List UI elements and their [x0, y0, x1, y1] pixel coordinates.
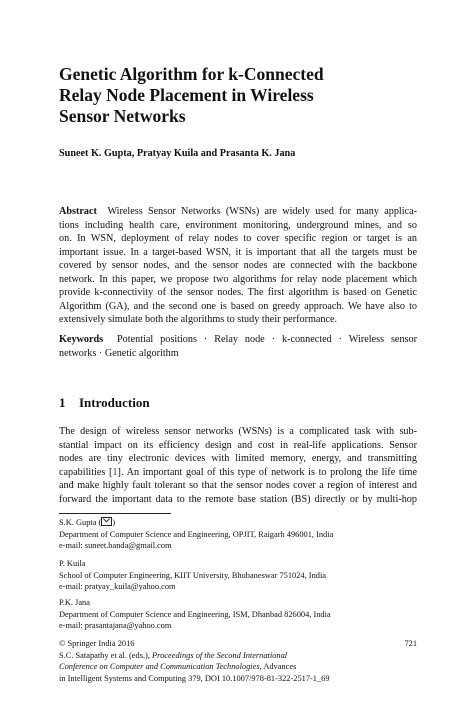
footnote-affiliation: School of Computer Engineering, KIIT University, Bhubaneswar 751024, India — [59, 570, 327, 580]
citation-text: S.C. Satapathy et al. (eds.), — [59, 650, 153, 660]
section-title: Introduction — [79, 395, 150, 410]
abstract-line: important issue. In a target-based WSN, it is important that all the targets must be — [59, 246, 417, 258]
abstract — [59, 205, 417, 327]
intro-line: nodes are tiny electronic devices with limited memory, energy, and transmitting — [59, 453, 417, 464]
copyright-line: © Springer India 2016 — [59, 639, 135, 648]
citation-text: , Advances — [259, 662, 297, 671]
citation-link[interactable]: 1 — [112, 466, 118, 478]
author-list: Suneet K. Gupta, Pratyay Kuila and Prasanta K. Jana — [59, 148, 296, 159]
abstract-line — [59, 205, 417, 219]
intro-line: stantial impact on its efficiency design and cost in real-life applications. Sensor — [59, 439, 417, 451]
abstract-line: covered by sensor nodes, and the sensor nodes are connected with the backbone — [59, 260, 417, 271]
abstract-line: provide k-connectivity of the sensor nodes. The first algorithm is based on Genetic — [59, 287, 417, 298]
footnote-rule — [59, 513, 171, 514]
proceedings-title: Proceedings of the Second International — [152, 650, 288, 660]
footnote-name — [59, 517, 417, 529]
section-number: 1 — [59, 395, 66, 410]
abstract-line: tions including health care, environment monitoring, underground mines, and so — [59, 219, 417, 231]
paper-title — [59, 64, 417, 127]
keywords-heading: Keywords — [59, 334, 104, 345]
footnote-affiliation: Department of Computer Science and Engineering, OPJIT, Raigarh 496001, India — [59, 529, 334, 539]
intro-text: ]. An important goal of this type of network is to prolong the life time — [117, 466, 417, 478]
abstract-line: extensively simulate both the algorithms to study their performance. — [59, 314, 338, 325]
footnote-email: e-mail: pratyay_kuila@yahoo.com — [59, 582, 176, 591]
keywords — [59, 333, 417, 360]
keywords-line: networks · Genetic algorithm — [59, 347, 179, 359]
footnote-affiliation: Department of Computer Science and Engineering, ISM, Dhanbad 826004, India — [59, 609, 331, 619]
intro-line: The design of wireless sensor networks (WSNs) is a complicated task with sub- — [59, 426, 417, 437]
page-number: 721 — [404, 639, 417, 648]
intro-line — [59, 466, 417, 480]
intro-text: capabilities [ — [59, 466, 113, 478]
abstract-line: network. In this paper, we propose two algorithms for relay node placement which — [59, 273, 417, 285]
footnote-name-text: ) — [112, 518, 116, 527]
keywords-text: Potential positions · Relay node · k-connected · Wireless sensor — [117, 334, 417, 345]
footnote-name: P.K. Jana — [59, 598, 90, 607]
abstract-line: on. In WSN, deployment of relay nodes to cover specific region or target is an — [59, 233, 417, 244]
footnote-author-3 — [59, 597, 417, 632]
footnote-author-1 — [59, 517, 417, 552]
footnote-email: e-mail: prasantajana@yahoo.com — [59, 621, 172, 630]
section-heading — [59, 395, 150, 411]
proceedings-title: Conference on Computer and Communication Technologies — [59, 662, 260, 671]
envelope-icon — [101, 517, 112, 526]
title-line-2: Relay Node Placement in Wireless — [59, 85, 314, 105]
abstract-text: Wireless Sensor Networks (WSNs) are widely used for many applica- — [107, 206, 418, 217]
footnote-author-2 — [59, 558, 417, 593]
abstract-heading: Abstract — [59, 206, 97, 217]
intro-line: and make highly fault tolerant so that the sensor nodes cover a region of interest and — [59, 480, 417, 491]
title-line-1: Genetic Algorithm for k-Connected — [59, 64, 324, 84]
footnote-name-text: S.K. Gupta ( — [59, 518, 102, 527]
citation-line — [59, 650, 417, 662]
title-line-3: Sensor Networks — [59, 106, 186, 126]
footnote-name: P. Kuila — [59, 559, 86, 568]
citation-line: in Intelligent Systems and Computing 379, DOI 10.1007/978-81-322-2517-1_69 — [59, 673, 330, 683]
intro-paragraph — [59, 425, 417, 506]
abstract-line: Algorithm (GA), and the second one is based on greedy approach. We have also to — [59, 300, 417, 312]
intro-line: forward the important data to the remote base station (BS) directly or by multi-hop — [59, 493, 417, 505]
publication-footer — [59, 638, 417, 684]
citation-line — [59, 661, 417, 673]
footnote-email: e-mail: suneet.banda@gmail.com — [59, 541, 172, 550]
keywords-line — [59, 333, 417, 347]
